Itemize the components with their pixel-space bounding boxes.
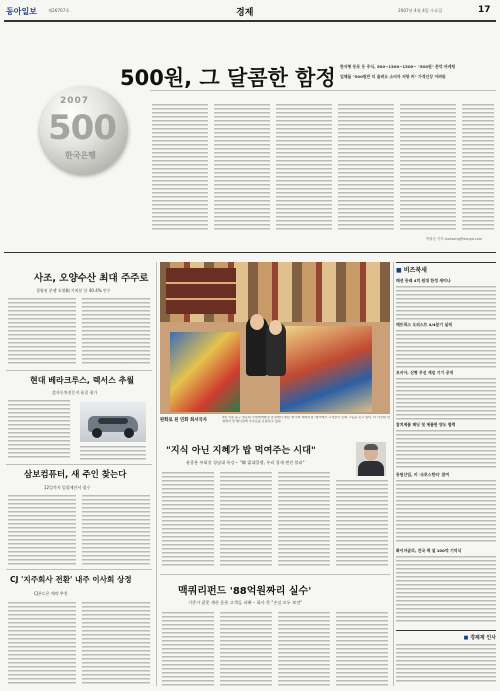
masthead-rule (4, 20, 496, 22)
brief-item-2 (396, 322, 496, 368)
paper-logo: 동아일보 (6, 7, 37, 16)
story-hyundai-rule (6, 464, 152, 465)
lead-bottom-rule (4, 252, 496, 253)
lead-col-5 (400, 104, 456, 232)
brief-item-3-title: 보키아, 신형 무선 게임 기기 공개 (396, 370, 454, 375)
lead-col-3 (276, 104, 332, 232)
coin-bank-text: 한국은행 (65, 151, 96, 160)
story-sajo-rule (6, 370, 152, 371)
left-column (0, 262, 156, 691)
brief-item-5-title: 동원산업, 미 '크루스헌터' 참여 (396, 472, 450, 477)
briefs-title-text: 비즈북새 (403, 267, 427, 274)
suv-window (98, 418, 128, 424)
coin-illustration (40, 86, 128, 174)
lead-col-4 (338, 104, 394, 232)
story-sajo-col-2 (82, 298, 150, 364)
story-hyundai-col-1 (8, 400, 70, 458)
lead-headline-rule (150, 90, 496, 91)
story-hyundai-headline: 현대 베라크루스, 렉서스 추월 (30, 376, 135, 385)
briefs-bullet-icon: ■ (396, 267, 402, 274)
photo-person-2-face (269, 320, 282, 335)
suv-wheel-front (92, 428, 102, 438)
brief-item-2-title: 매트릭스 오피스트 4/4분기 실적 (396, 322, 452, 327)
interview-bottom-rule (160, 574, 390, 575)
interview-sub: 윤종용 부회장 경남대 특강··· "韓 富대물쟁, 우리 경제 엔진 불러" (186, 460, 305, 465)
suv-photo (80, 402, 146, 442)
left-column-divider (156, 262, 157, 686)
story-cj-sub: CJ푸드은 예약 추천 (34, 591, 68, 596)
photo-person-1-face (250, 314, 264, 330)
briefs-top-rule (396, 262, 496, 263)
coin-value: 500 (48, 108, 116, 148)
lead-deck-line-1: 한자형 동포 등 주식, 500~1300~1500~ "500원" 폰덕 마케팅 (340, 64, 456, 69)
photo-caption (160, 416, 390, 436)
macquarie-col-4 (336, 612, 388, 686)
brief-item-2-text (396, 330, 496, 368)
lead-deck-line-2: 업체들 "500원만 더 줄려도 소비자 저항 커" 가격인상 어려워 (340, 74, 446, 79)
issue-number: 제26707호 (48, 8, 70, 13)
macquarie-sub: 기준가 잘못 계산 운용 고객들 피해··· 회사 측 "손실 모두 보전" (188, 600, 303, 605)
brief-item-3 (396, 370, 496, 420)
interview-portrait (356, 442, 386, 476)
brief-item-6 (396, 548, 496, 624)
lead-col-1 (152, 104, 208, 232)
photo-painting-left (170, 332, 240, 412)
story-sajo-headline: 사조, 오양수산 최대 주주로 (34, 273, 149, 284)
brief-item-4-text (396, 430, 496, 470)
macquarie-col-2 (220, 612, 272, 686)
lead-col-6 (462, 104, 494, 232)
story-sampo-headline: 삼보컴퓨터, 새 주인 찾는다 (24, 470, 127, 480)
coin-year: 2007 (60, 96, 90, 106)
brief-item-6-text (396, 556, 496, 624)
brief-item-5-text (396, 480, 496, 544)
brief-item-5 (396, 472, 496, 544)
macquarie-col-3 (278, 612, 330, 686)
interview-headline: "지식 아닌 지혜가 밥 먹여주는 시대" (166, 445, 316, 456)
brief-item-3-text (396, 378, 496, 420)
photo-frames (166, 268, 236, 314)
story-cj-col-1 (8, 602, 76, 686)
briefs-divider (393, 262, 394, 686)
story-cj-headline: CJ '지주회사 전환' 내주 이사회 상정 (10, 575, 132, 584)
brief-item-1-text (396, 286, 496, 320)
lead-deck (340, 64, 496, 80)
lead-col-2 (214, 104, 270, 232)
index-box-text (396, 644, 496, 684)
suv-wheel-rear (124, 428, 134, 438)
macquarie-story (160, 578, 390, 688)
photo-painting-right (280, 326, 372, 412)
index-bullet-icon: ■ (463, 635, 469, 641)
index-box (396, 630, 496, 687)
masthead (0, 0, 500, 24)
interview-col-2 (220, 472, 272, 568)
index-box-title (396, 634, 496, 641)
story-sampo-col-1 (8, 495, 76, 565)
brief-item-4 (396, 422, 496, 470)
story-sampo-sub: 12일까지 입찰제안서 접수 (44, 485, 91, 490)
story-hyundai-col-2 (80, 446, 146, 460)
story-hyundai-sub: 美자동차전문지 품질 평가 (52, 390, 98, 395)
lead-story (0, 24, 500, 262)
issue-date: 2007년 4월 4일 수요일 (398, 8, 443, 13)
brief-item-6-title: 화이자글리, 건국 잭 설 100억 기억식 (396, 548, 462, 553)
portrait-hair (364, 444, 378, 450)
brief-item-4-title: 참치제품 패딩 첫 제품판 양도 협력 (396, 422, 456, 427)
macquarie-headline: 맥쿼리펀드 '88억원짜리 실수' (178, 586, 312, 597)
lead-byline: 박형준 기자 lovesong@donga.com (426, 237, 483, 241)
macquarie-col-1 (162, 612, 214, 686)
story-sampo-rule (6, 569, 152, 570)
interview-story (160, 436, 390, 576)
index-box-title-text: 경제계 인사 (470, 635, 496, 641)
story-sampo-col-2 (82, 495, 150, 565)
interview-col-3 (278, 472, 330, 568)
brief-item-1 (396, 278, 496, 320)
market-photo (160, 262, 390, 414)
lead-headline: 500원, 그 달콤한 함정 (120, 66, 336, 90)
portrait-suit (358, 461, 384, 476)
interview-col-1 (162, 472, 214, 568)
story-sajo-sub: 경영권 분쟁 오양側 가처분 등 40.4% 인수 (36, 288, 111, 293)
photo-caption-title: 판화로 된 민화 희서국자 (160, 418, 208, 423)
story-cj-col-2 (82, 602, 150, 686)
story-sajo-col-1 (8, 298, 76, 364)
photo-caption-text: 3일 서울 중구 명동의 신세계백화점 본점에서 열린 '한국의 재래시장' 행사에서 고객들이 민화 그림을 보고 있다. 이 사진의 한 점에서 한 행사장에 수수료를 유통하고 있다. (222, 416, 390, 423)
interview-col-4 (336, 480, 388, 568)
section-title: 경제 (236, 8, 254, 18)
brief-item-1-title: 패션 동래 4억 원대 한정 세미나 (396, 278, 451, 283)
briefs-title (396, 265, 427, 274)
briefs-column (394, 262, 500, 691)
page-number: 17 (478, 5, 491, 15)
